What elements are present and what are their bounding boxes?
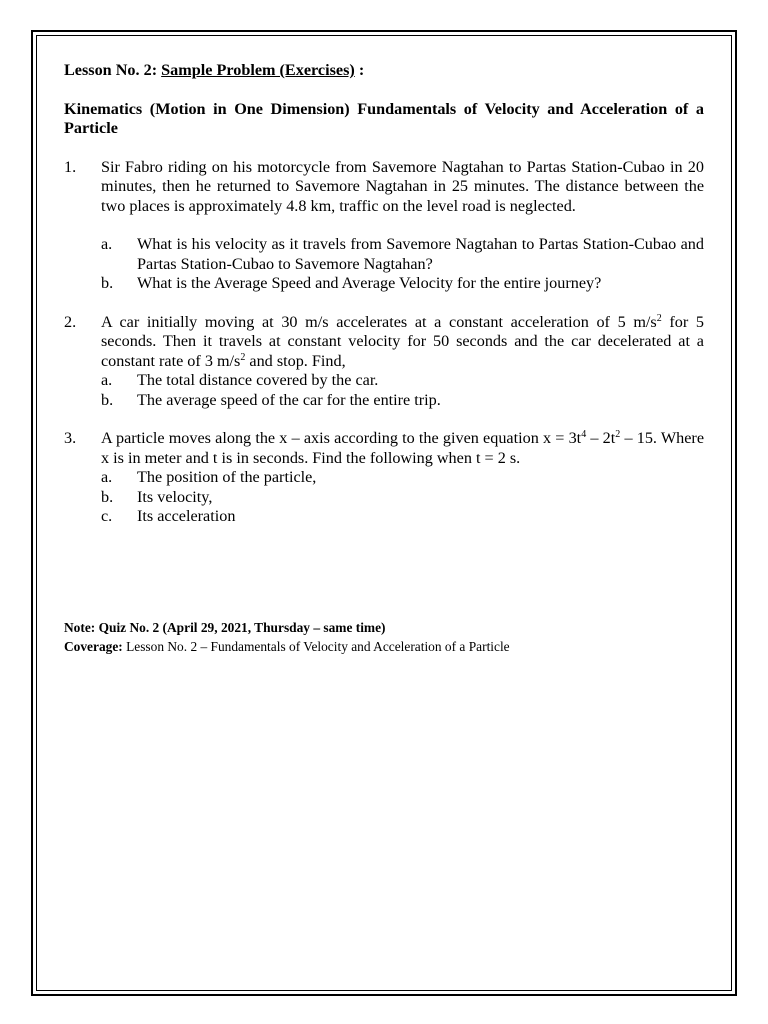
item-text: What is his velocity as it travels from Savemore Nagtahan to Partas Station-Cubao and Partas Station-Cubao to Savemore Nagtahan?	[137, 235, 704, 273]
problem-2	[64, 313, 704, 411]
superscript: 2	[615, 429, 621, 440]
problem-text-part: – 2t	[586, 429, 616, 447]
item-letter: b.	[101, 487, 114, 506]
problem-text-part: – 15. Where x is in meter and t is in seconds. Find the following when t = 2 s.	[101, 429, 705, 467]
problem-text: Sir Fabro riding on his motorcycle from Savemore Nagtahan to Partas Station-Cubao in 20 minutes, then he returned to Savemore Nagtahan in 25 minutes. The distance between the two places is approximately 4.8 km, traffic on the level road is neglected.	[101, 157, 704, 215]
superscript: 4	[581, 429, 587, 440]
item-letter: b.	[101, 390, 114, 409]
coverage-label: Coverage:	[64, 639, 123, 654]
problem-item	[101, 371, 704, 391]
coverage-line	[64, 637, 704, 656]
problem-text-part: A car initially moving at 30 m/s accelerates at a constant acceleration of 5 m/s	[101, 312, 657, 331]
problem-text	[101, 313, 704, 372]
problem-items	[101, 235, 704, 294]
item-letter: c.	[101, 507, 113, 525]
item-letter: b.	[101, 274, 114, 292]
item-text: Its velocity,	[137, 487, 213, 506]
item-text: The position of the particle,	[137, 468, 317, 486]
item-letter: a.	[101, 235, 113, 253]
quiz-note	[64, 618, 704, 656]
problem-number: 2.	[64, 312, 77, 331]
item-text: The average speed of the car for the entire trip.	[137, 390, 441, 409]
quiz-note-line: Note: Quiz No. 2 (April 29, 2021, Thursday – same time)	[64, 620, 386, 635]
problem-item	[101, 468, 704, 488]
item-letter: a.	[101, 371, 113, 389]
lesson-suffix: :	[354, 61, 365, 79]
problem-number: 3.	[64, 429, 77, 447]
topic-title: Kinematics (Motion in One Dimension) Fundamentals of Velocity and Acceleration of a Particle	[64, 99, 704, 137]
problem-text-part: for 5 seconds. Then it travels at constant velocity for 50 seconds and the car decelerated at a constant rate of 3 m/s	[101, 312, 704, 370]
item-letter: a.	[101, 468, 113, 486]
item-text: The total distance covered by the car.	[137, 371, 379, 389]
problem-item	[101, 507, 704, 527]
problem-3	[64, 429, 704, 527]
problem-item	[101, 391, 704, 411]
coverage-text: Lesson No. 2 – Fundamentals of Velocity and Acceleration of a Particle	[122, 639, 510, 654]
item-text: What is the Average Speed and Average Velocity for the entire journey?	[137, 274, 602, 292]
superscript: 2	[656, 312, 662, 324]
problem-text-part: A particle moves along the x – axis according to the given equation x = 3t	[101, 429, 582, 447]
item-text: Its acceleration	[137, 507, 236, 525]
problem-item	[101, 488, 704, 508]
superscript: 2	[240, 351, 246, 363]
problem-item	[101, 274, 704, 294]
problem-1	[64, 158, 704, 294]
problem-item	[101, 235, 704, 274]
document-body	[64, 61, 704, 527]
problem-number: 1.	[64, 157, 77, 176]
lesson-heading	[64, 61, 704, 81]
lesson-label: Lesson No. 2:	[64, 61, 158, 79]
problem-text	[101, 429, 704, 468]
problem-text-part: and stop. Find,	[245, 351, 346, 370]
lesson-title: Sample Problem (Exercises)	[161, 61, 355, 79]
